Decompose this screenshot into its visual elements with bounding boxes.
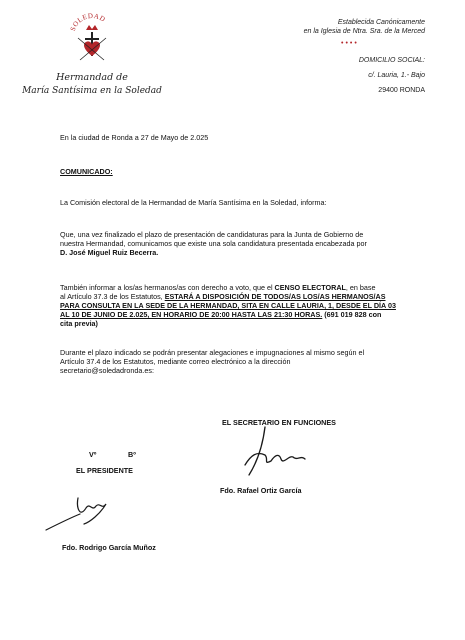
secretary-signature <box>235 425 325 487</box>
secretary-email[interactable]: secretario@soledadronda.es: <box>60 366 154 375</box>
handwritten-signature-icon <box>235 425 325 487</box>
date-line: En la ciudad de Ronda a 27 de Mayo de 2.025 <box>60 133 209 142</box>
org-name-line1: Hermandad de <box>56 72 128 83</box>
handwritten-signature-icon <box>40 488 120 540</box>
secretary-name: Fdo. Rafael Ortiz García <box>220 486 302 495</box>
secretary-title: EL SECRETARIO EN FUNCIONES <box>222 418 336 427</box>
president-signature <box>40 488 120 540</box>
seal-emblem-icon <box>64 12 120 68</box>
paragraph-census: También informar a los/as hermanos/as con derecho a voto, que el CENSO ELECTORAL, en base al Artículo 37.3 de los Estatutos, ESTARÁ A DISPOSICIÓN DE TODOS/AS LOS/AS HERMANOS/AS PARA CONSULTA EN LA SEDE DE LA HERMANDAD, SITA EN CALLE LAURIA, 1, DESDE EL DÍA 03 AL 10 DE JUNIO DE 2.025, EN HORARIO DE 20:00 HASTA LAS 21:30 HORAS. (691 019 828 con cita previa) <box>60 283 396 328</box>
canonical-line2: en la Iglesia de Ntra. Sra. de la Merced <box>303 28 425 35</box>
president-title: EL PRESIDENTE <box>76 466 133 475</box>
hermandad-seal <box>64 12 120 68</box>
domicilio-label: DOMICILIO SOCIAL: <box>358 57 425 64</box>
intro-line: La Comisión electoral de la Hermandad de María Santísima en la Soledad, informa: <box>60 198 327 207</box>
communique-heading: COMUNICADO: <box>60 167 113 176</box>
city-line: 29400 RONDA <box>378 87 425 94</box>
bo-mark: Bº <box>128 450 136 459</box>
decorative-stars: •••• <box>341 40 359 47</box>
address-line: c/. Lauria, 1.- Bajo <box>368 72 425 79</box>
vo-mark: Vº <box>89 450 97 459</box>
org-name-line2: María Santísima en la Soledad <box>22 86 162 96</box>
paragraph-allegations: Durante el plazo indicado se podrán presentar alegaciones e impugnaciones al mismo según el Artículo 37.4 de los Estatutos, mediante correo electrónico a la dirección secretario@soledadronda.es: <box>60 348 422 375</box>
paragraph-candidature: Que, una vez finalizado el plazo de presentación de candidaturas para la Junta de Gobierno de nuestra Hermandad, comunicamos que existe una sola candidatura presentada encabezada por D. José Miguel Ruiz Becerra. <box>60 230 367 257</box>
president-name: Fdo. Rodrigo García Muñoz <box>62 543 156 552</box>
seal-text: SOLEDAD <box>68 12 107 33</box>
canonical-line1: Establecida Canónicamente <box>337 19 425 26</box>
